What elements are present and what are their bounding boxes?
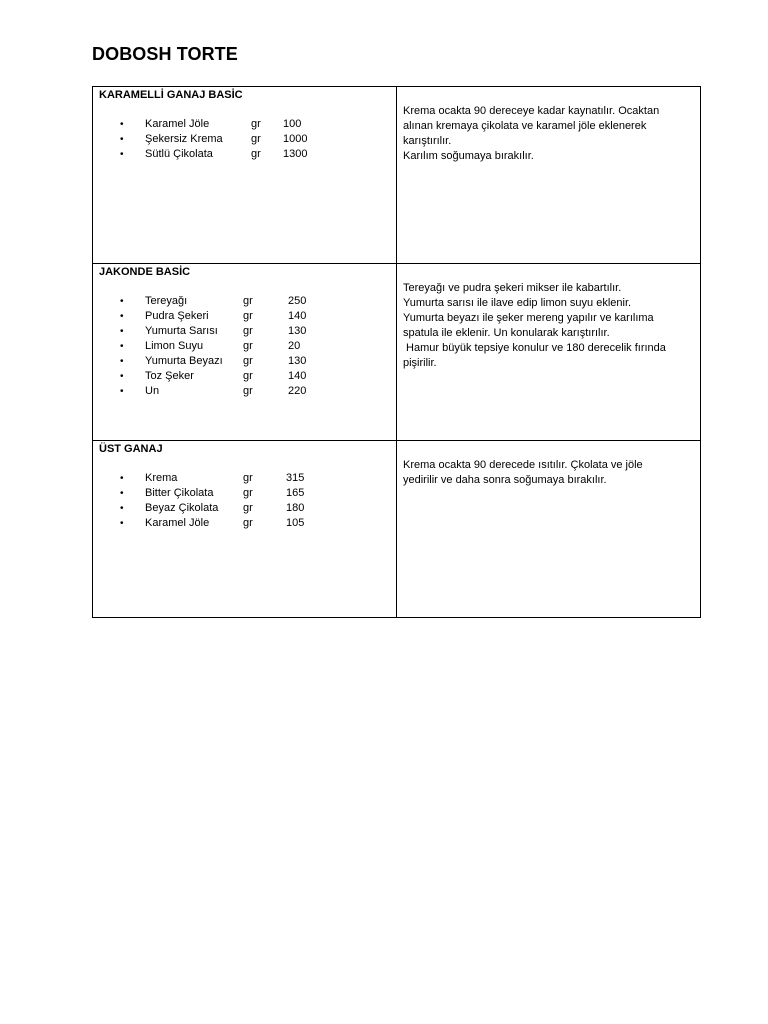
instructions-cell: [397, 441, 701, 618]
ingredient-list: [93, 471, 396, 531]
instruction-line: pişirilir.: [403, 357, 437, 369]
ingredient-amount: 130: [288, 355, 307, 367]
instructions-text: [397, 441, 700, 488]
instruction-line: Hamur büyük tepsiye konulur ve 180 derecelik fırında: [403, 342, 666, 354]
section-title: ÜST GANAJ: [99, 443, 163, 455]
ingredient-name: Şekersiz Krema: [145, 133, 223, 145]
ingredient-amount: 1000: [283, 133, 308, 145]
ingredient-item: [93, 117, 396, 132]
ingredient-amount: 315: [286, 472, 305, 484]
ingredient-item: [93, 354, 396, 369]
bullet-icon: •: [120, 503, 124, 514]
ingredient-unit: gr: [243, 517, 253, 529]
ingredient-item: [93, 339, 396, 354]
ingredient-amount: 140: [288, 370, 307, 382]
instruction-line: yedirilir ve daha sonra soğumaya bırakılır.: [403, 474, 607, 486]
ingredient-item: [93, 369, 396, 384]
ingredient-name: Karamel Jöle: [145, 118, 210, 130]
bullet-icon: •: [120, 134, 124, 145]
bullet-icon: •: [120, 341, 124, 352]
ingredient-unit: gr: [251, 133, 261, 145]
ingredient-item: [93, 516, 396, 531]
ingredient-amount: 20: [288, 340, 301, 352]
instruction-line: Krema ocakta 90 dereceye kadar kaynatılır. Ocaktan: [403, 105, 660, 117]
section-title: JAKONDE BASİC: [99, 266, 191, 278]
ingredient-amount: 140: [288, 310, 307, 322]
ingredient-item: [93, 132, 396, 147]
bullet-icon: •: [120, 518, 124, 529]
ingredient-unit: gr: [243, 355, 253, 367]
ingredient-name: Yumurta Beyazı: [145, 355, 223, 367]
ingredient-name: Tereyağı: [145, 295, 188, 307]
ingredient-name: Sütlü Çikolata: [145, 148, 213, 160]
ingredient-amount: 105: [286, 517, 305, 529]
instructions-text: [397, 264, 700, 371]
bullet-icon: •: [120, 326, 124, 337]
bullet-icon: •: [120, 149, 124, 160]
page-title: DOBOSH TORTE: [92, 44, 238, 64]
instruction-line: Tereyağı ve pudra şekeri mikser ile kabartılır.: [403, 282, 622, 294]
instruction-line: Yumurta beyazı ile şeker mereng yapılır ve karılıma: [403, 312, 654, 324]
ingredient-item: [93, 486, 396, 501]
bullet-icon: •: [120, 386, 124, 397]
ingredient-list: [93, 117, 396, 162]
bullet-icon: •: [120, 311, 124, 322]
bullet-icon: •: [120, 119, 124, 130]
ingredient-unit: gr: [243, 340, 253, 352]
ingredient-amount: 100: [283, 118, 302, 130]
ingredient-name: Toz Şeker: [145, 370, 194, 382]
ingredient-unit: gr: [243, 385, 253, 397]
bullet-icon: •: [120, 473, 124, 484]
bullet-icon: •: [120, 296, 124, 307]
ingredient-unit: gr: [243, 370, 253, 382]
ingredient-item: [93, 501, 396, 516]
instruction-line: alınan kremaya çikolata ve karamel jöle eklenerek: [403, 120, 647, 132]
ingredients-cell: [93, 441, 397, 618]
ingredient-unit: gr: [243, 325, 253, 337]
instruction-line: karıştırılır.: [403, 135, 452, 147]
ingredient-name: Un: [145, 385, 160, 397]
ingredient-item: [93, 384, 396, 399]
bullet-icon: •: [120, 356, 124, 367]
instruction-line: Krema ocakta 90 derecede ısıtılır. Çkolata ve jöle: [403, 459, 643, 471]
instruction-line: spatula ile eklenir. Un konularak karıştırılır.: [403, 327, 610, 339]
ingredient-amount: 180: [286, 502, 305, 514]
ingredient-unit: gr: [251, 118, 261, 130]
bullet-icon: •: [120, 371, 124, 382]
ingredient-item: [93, 294, 396, 309]
ingredient-name: Limon Suyu: [145, 340, 204, 352]
section-title: KARAMELLİ GANAJ BASİC: [99, 89, 243, 101]
ingredient-unit: gr: [243, 295, 253, 307]
ingredient-name: Bitter Çikolata: [145, 487, 214, 499]
recipe-section-row: [93, 441, 701, 618]
ingredient-item: [93, 147, 396, 162]
ingredient-amount: 250: [288, 295, 307, 307]
ingredient-name: Yumurta Sarısı: [145, 325, 218, 337]
ingredient-amount: 1300: [283, 148, 308, 160]
ingredient-amount: 165: [286, 487, 305, 499]
instruction-line: Yumurta sarısı ile ilave edip limon suyu eklenir.: [403, 297, 632, 309]
ingredient-amount: 130: [288, 325, 307, 337]
ingredient-name: Krema: [145, 472, 178, 484]
ingredient-unit: gr: [243, 472, 253, 484]
ingredient-item: [93, 324, 396, 339]
instructions-cell: [397, 87, 701, 264]
ingredient-unit: gr: [243, 502, 253, 514]
ingredient-unit: gr: [243, 310, 253, 322]
recipe-table: [92, 86, 701, 618]
ingredients-cell: [93, 264, 397, 441]
ingredient-item: [93, 471, 396, 486]
ingredient-item: [93, 309, 396, 324]
instruction-line: Karılım soğumaya bırakılır.: [403, 150, 534, 162]
ingredient-unit: gr: [243, 487, 253, 499]
bullet-icon: •: [120, 488, 124, 499]
instructions-text: [397, 87, 700, 164]
ingredient-amount: 220: [288, 385, 307, 397]
ingredient-name: Beyaz Çikolata: [145, 502, 219, 514]
recipe-section-row: [93, 264, 701, 441]
recipe-section-row: [93, 87, 701, 264]
ingredient-name: Karamel Jöle: [145, 517, 210, 529]
instructions-cell: [397, 264, 701, 441]
ingredients-cell: [93, 87, 397, 264]
ingredient-unit: gr: [251, 148, 261, 160]
ingredient-list: [93, 294, 396, 399]
ingredient-name: Pudra Şekeri: [145, 310, 209, 322]
